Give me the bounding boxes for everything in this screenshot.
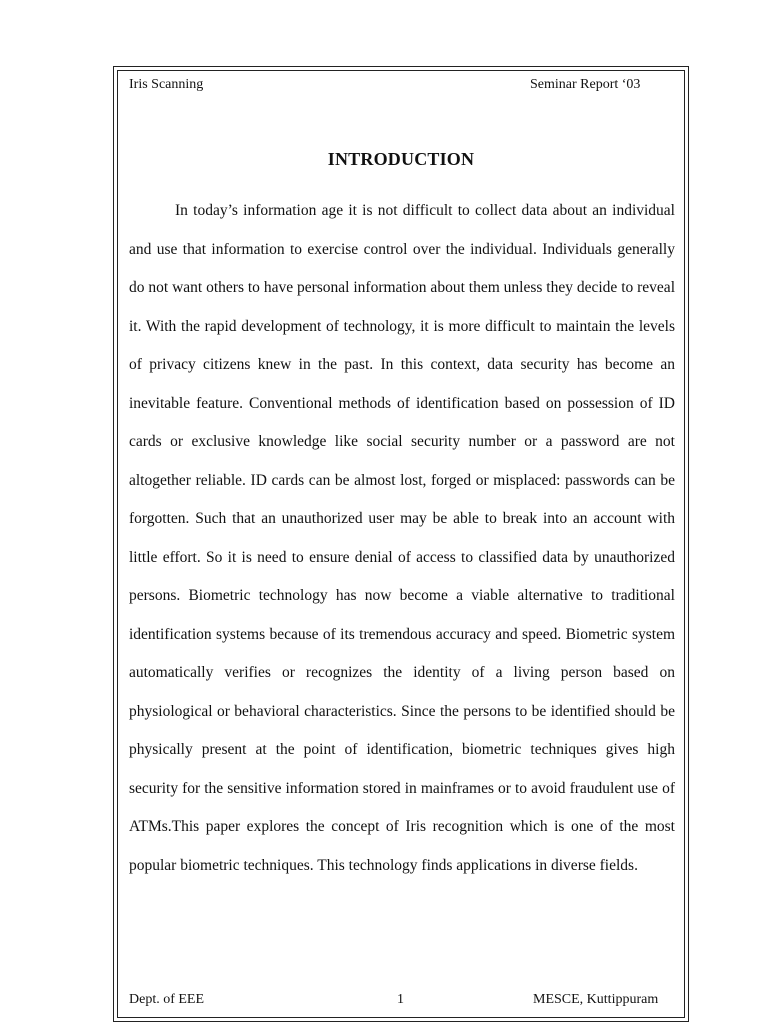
footer-institution: MESCE, Kuttippuram xyxy=(533,992,659,1007)
footer-department: Dept. of EEE xyxy=(129,992,205,1007)
header-report-topic: Iris Scanning xyxy=(129,77,204,92)
footer-page-number: 1 xyxy=(397,992,404,1007)
body-paragraph: In today’s information age it is not difficult to collect data about an individual and use that information to exercise control over the individual. Individuals generally do not want others to have personal information about them unless they decide to reveal it. With the rapid development of technology, it is more difficult to maintain the levels of privacy citizens knew in the past. In this context, data security has become an inevitable feature. Conventional methods of identification based on possession of ID cards or exclusive knowledge like social security number or a password are not altogether reliable. ID cards can be almost lost, forged or misplaced: passwords can be forgotten. Such that an unauthorized user may be able to break into an account with little effort. So it is need to ensure denial of access to classified data by unauthorized persons. Biometric technology has now become a viable alternative to traditional identification systems because of its tremendous accuracy and speed. Biometric system automatically verifies or recognizes the identity of a living person based on physiological or behavioral characteristics. Since the persons to be identified should be physically present at the point of identification, biometric techniques gives high security for the sensitive information stored in mainframes or to avoid fraudulent use of ATMs.This paper explores the concept of Iris recognition which is one of the most popular biometric techniques. This technology finds applications in diverse fields. xyxy=(129,202,675,874)
header-report-label: Seminar Report ‘03 xyxy=(530,77,641,92)
section-title: INTRODUCTION xyxy=(327,149,475,169)
